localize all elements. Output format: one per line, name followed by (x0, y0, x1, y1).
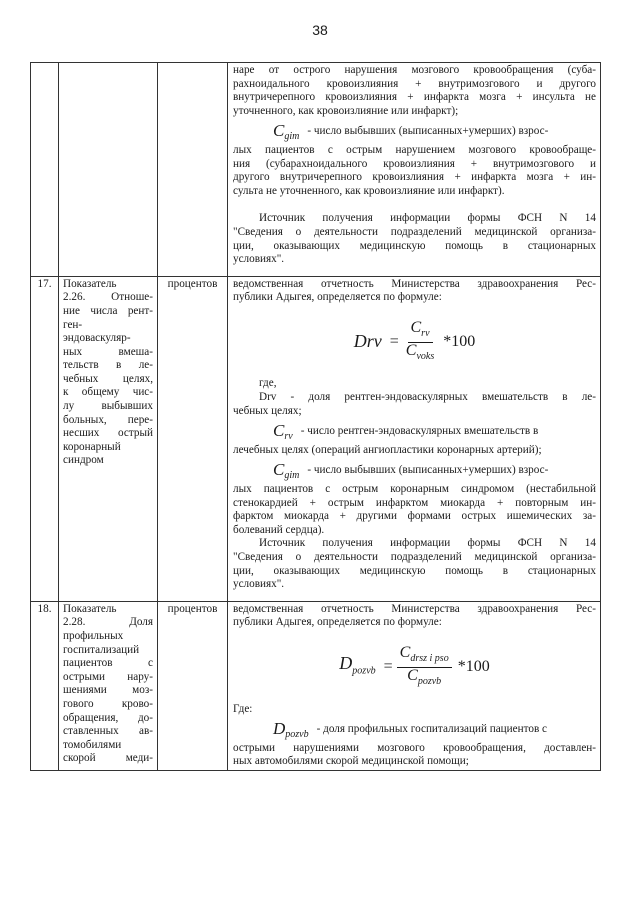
table-row-18 (31, 601, 601, 770)
text-line: лых пациентов с острым коронарным синдромом (нестабильной (233, 483, 596, 496)
indicator-name-cell (59, 63, 158, 277)
text-line: 2.28. Доля (63, 616, 153, 629)
text-line: острыми нару- (63, 670, 153, 683)
text-line: условиях". (233, 253, 285, 266)
variable-definition (233, 460, 596, 483)
text-line: "Сведения о деятельности подразделений медицинской организа- (233, 551, 596, 563)
text-line: ведомственная отчетность Министерства здравоохранения Рес- (233, 602, 596, 615)
unit-cell: процентов (158, 276, 228, 601)
formula-symbol: $C_{rv}$ (273, 421, 293, 443)
text-line: шениями моз- (63, 684, 153, 697)
text-line: коронарный (63, 440, 121, 453)
text-line: скорой меди- (63, 752, 153, 765)
variable-definition (233, 121, 596, 144)
formula-denominator: $C_{pozvb}$ (407, 666, 442, 687)
text-line: условиях". (233, 578, 285, 591)
text-line: гового крово- (63, 697, 153, 710)
text-line: к общему чис- (63, 386, 153, 399)
formula-dpozvb (233, 643, 596, 689)
formula-numerator: $C_{rv}$ (408, 321, 433, 343)
text-line: фарктом миокарда + другими формами острых ишемических за- (233, 510, 596, 523)
text-line: обращения, до- (63, 711, 153, 724)
indicators-table (30, 62, 601, 771)
row-number-cell (31, 63, 59, 277)
text-line: Источник получения информации формы ФСН N 14 (259, 212, 596, 225)
text-line: ген- (63, 318, 83, 331)
calculation-method-cell (228, 63, 601, 277)
formula-equals: = (389, 333, 399, 351)
text-line: острыми нарушениями мозгового кровообращения, доставлен- (233, 741, 596, 754)
text-line: рахноидального кровоизлияния + внутримозгового и другого (233, 77, 596, 90)
text-line: уточненного, как кровоизлияние или инфаркт); (233, 104, 459, 117)
formula-equals: = (383, 658, 393, 676)
text-line: ции, оказывающих медицинскую помощь в стационарных (233, 239, 596, 252)
text-line: чебных целях, (63, 372, 153, 385)
unit-cell: процентов (158, 601, 228, 770)
text-line: чебных целях; (233, 404, 302, 417)
text-line: лу выбывших (63, 400, 153, 413)
text-line: публики Адыгея, определяется по формуле: (233, 616, 442, 629)
row-number-cell: 18. (31, 601, 59, 770)
text-line: ния (субарахноидального кровоизлияния + внутримозгового и (233, 157, 596, 170)
text-line: другого внутричерепного кровоизлияния + инфаркта мозга + ин- (233, 171, 596, 184)
text-line: стенокардией + острым инфарктом миокарда + повторным ин- (233, 496, 596, 509)
text-line: ции, оказывающих медицинскую помощь в стационарных (233, 564, 596, 577)
page-number: 38 (312, 22, 328, 38)
text-line: Где: (233, 702, 253, 715)
formula-lhs: Drv (353, 331, 382, 352)
calculation-method-cell (228, 276, 601, 601)
table-row-continued (31, 63, 601, 277)
formula-fraction (397, 643, 452, 689)
formula-symbol: $C_{gim}$ (273, 121, 300, 143)
text-line: Drv - доля рентген-эндоваскулярных вмешательств в ле- (259, 391, 596, 404)
text-line: - число рентген-эндоваскулярных вмешательств в (300, 425, 539, 438)
text-line: больных, пере- (63, 413, 153, 426)
unit-cell (158, 63, 228, 277)
text-line: Источник получения информации формы ФСН N 14 (259, 537, 596, 550)
text-line: госпитализаций (63, 643, 140, 656)
text-line: ных автомобилями скорой медицинской помощи; (233, 755, 469, 768)
text-line: ставленных ав- (63, 725, 153, 738)
formula-multiplier: *100 (457, 658, 490, 676)
text-line: лечебных целях (операций ангиопластики коронарных артерий); (233, 443, 542, 456)
text-line: тельств в ле- (63, 359, 153, 372)
text-line: - число выбывших (выписанных+умерших) взрос- (307, 125, 549, 138)
text-line: - число выбывших (выписанных+умерших) взрос- (307, 464, 549, 477)
formula-lhs: $D_{pozvb}$ (339, 652, 376, 677)
indicator-name-cell (59, 601, 158, 770)
text-line: ведомственная отчетность Министерства здравоохранения Рес- (233, 277, 596, 290)
indicator-name-cell (59, 276, 158, 601)
formula-fraction (403, 318, 437, 364)
formula-symbol: $C_{gim}$ (273, 460, 300, 482)
formula-numerator: $C_{drsz i pso}$ (397, 646, 452, 668)
formula-symbol: $D_{pozvb}$ (273, 719, 309, 741)
table-row-17 (31, 276, 601, 601)
text-line: публики Адыгея, определяется по формуле: (233, 291, 442, 304)
formula-multiplier: *100 (443, 333, 476, 351)
text-line: наре от острого нарушения мозгового кровообращения (суба- (233, 64, 596, 76)
variable-definition (233, 421, 596, 444)
text-line: пациентов с (63, 657, 153, 670)
text-line: где, (259, 377, 277, 390)
text-line: "Сведения о деятельности подразделений медицинской организа- (233, 225, 596, 238)
text-line: несших острый (63, 427, 153, 440)
text-line: томобилями (63, 738, 122, 751)
text-line: Показатель (63, 602, 117, 615)
text-line: ние числа рент- (63, 304, 153, 317)
variable-definition (233, 719, 596, 742)
text-line: лых пациентов с острым нарушением мозгового кровообраще- (233, 143, 596, 156)
text-line: эндоваскуляр- (63, 332, 131, 345)
text-line: Показатель (63, 277, 117, 290)
text-line: сульта не уточненного, как кровоизлияние или инфаркт). (233, 184, 505, 197)
text-line: внутричерепного кровоизлияния + инфаркта мозга + инсульта не (233, 91, 596, 104)
row-number-cell: 17. (31, 276, 59, 601)
formula-denominator: $C_{voks}$ (405, 341, 435, 362)
text-line: профильных (63, 629, 124, 642)
text-line: 2.26. Отноше- (63, 291, 153, 304)
text-line: ных вмеша- (63, 345, 153, 358)
text-line: болеваний сердца). (233, 523, 325, 536)
text-line: - доля профильных госпитализаций пациентов с (316, 723, 547, 736)
text-line: синдром (63, 454, 104, 467)
calculation-method-cell (228, 601, 601, 770)
formula-drv (233, 318, 596, 364)
